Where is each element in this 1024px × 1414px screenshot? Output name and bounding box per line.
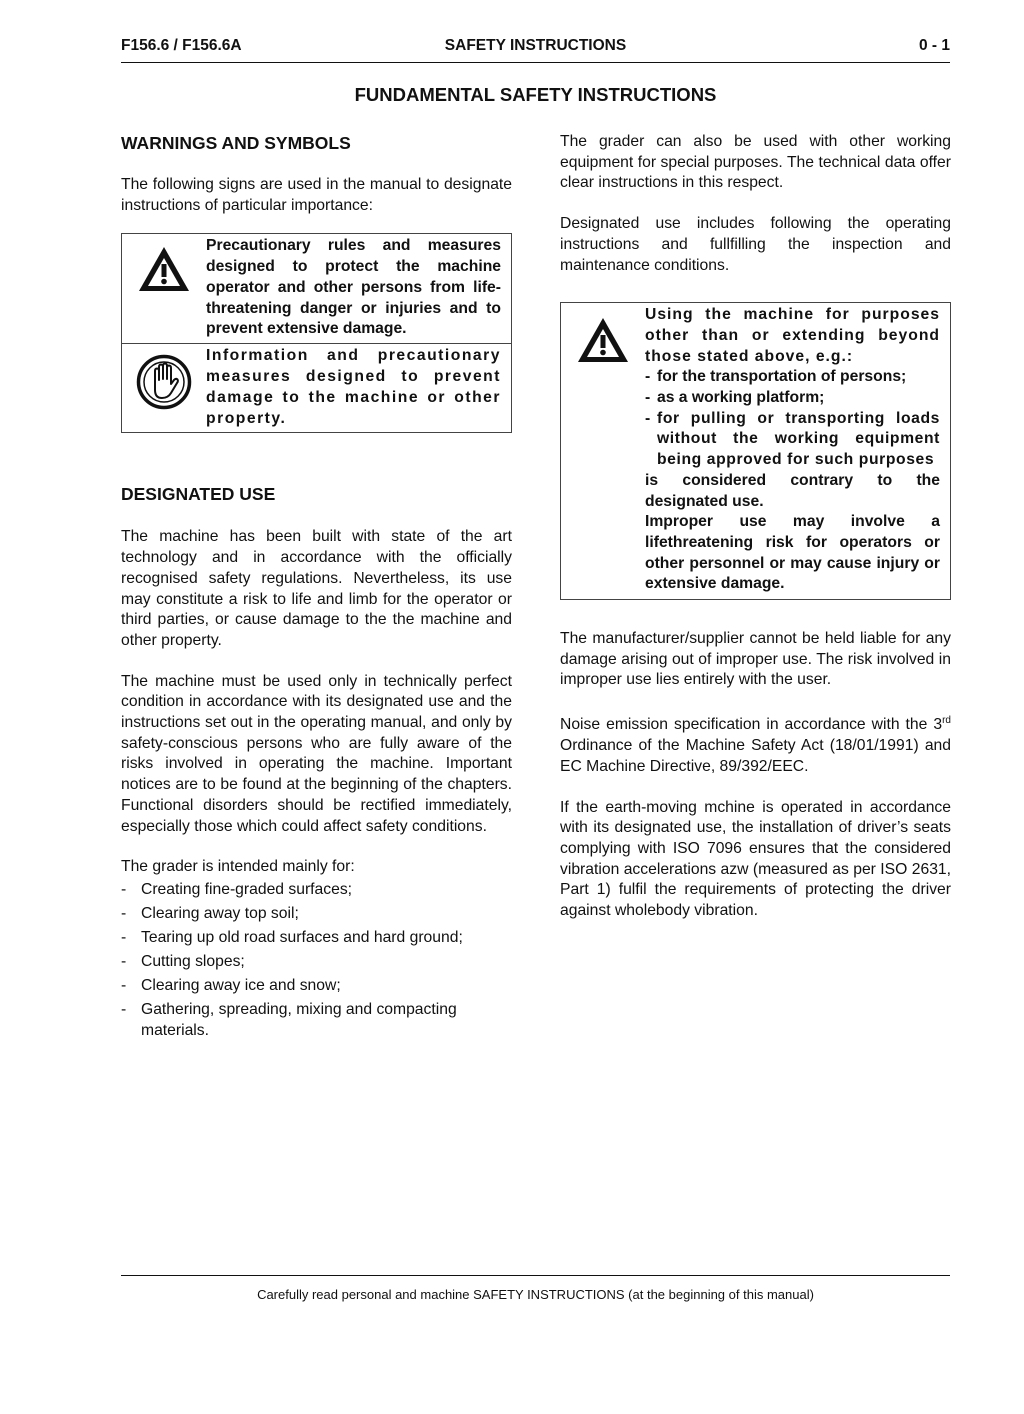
designated-use-heading: DESIGNATED USE bbox=[121, 484, 276, 505]
page-title: FUNDAMENTAL SAFETY INSTRUCTIONS bbox=[354, 84, 717, 105]
list-item: - as a working platform; bbox=[645, 388, 940, 409]
list-item: - Cutting slopes; bbox=[121, 950, 512, 974]
section-title: SAFETY INSTRUCTIONS bbox=[444, 37, 627, 54]
page-footer: Carefully read personal and machine SAFETY INSTRUCTIONS (at the beginning of this manual) bbox=[257, 1287, 814, 1302]
list-item: - for pulling or transporting loads without the working equipment being approved for such purposes bbox=[645, 409, 940, 471]
list-item: - Gathering, spreading, mixing and compacting materials. bbox=[121, 998, 512, 1041]
footer-rule bbox=[121, 1275, 950, 1276]
list-item: - Clearing away ice and snow; bbox=[121, 974, 512, 998]
header-rule bbox=[121, 62, 950, 63]
intended-use-list bbox=[121, 878, 512, 1041]
improper-use-intro: Using the machine for purposes other than or extending beyond those stated above, e.g.: bbox=[645, 306, 940, 365]
list-item: - Clearing away top soil; bbox=[121, 902, 512, 926]
designated-use-paragraph-1: The machine has been built with state of the art technology and in accordance with the officially recognised safety regulations. Nevertheless, its use may constitute a risk to life and limb for the operator or third parties, or cause damage to the the machine and other property. bbox=[121, 528, 512, 649]
vibration-paragraph: If the earth-moving mchine is operated in accordance with its designated use, the installation of driver’s seats complying with ISO 7096 ensures that the considered vibration accelerations azw (measured as per ISO 2631, Part 1) fulfil the requirements of protecting the driver against wholebody vibration. bbox=[560, 798, 951, 920]
list-item: - for the transportation of persons; bbox=[645, 367, 940, 388]
stop-hand-icon bbox=[122, 344, 206, 432]
warnings-intro: The following signs are used in the manual to designate instructions of particular importance: bbox=[121, 176, 512, 214]
improper-use-text bbox=[645, 303, 950, 599]
liability-paragraph: The manufacturer/supplier cannot be held liable for any damage arising out of improper use. The risk involved in improper use lies entirely with the user. bbox=[560, 630, 951, 689]
page-number: 0 - 1 bbox=[918, 37, 950, 54]
noise-emission-paragraph: Noise emission specification in accordance with the 3rd Ordinance of the Machine Safety Act (18/01/1991) and EC Machine Directive, 89/392/EEC. bbox=[560, 715, 951, 775]
right-column bbox=[560, 132, 951, 922]
improper-use-list bbox=[645, 367, 940, 471]
caution-description: Information and precautionary measures designed to prevent damage to the machine or other property. bbox=[206, 347, 501, 427]
list-item: - Creating fine-graded surfaces; bbox=[121, 878, 512, 902]
warning-triangle-icon bbox=[122, 234, 206, 343]
intended-use-intro: The grader is intended mainly for: bbox=[121, 858, 355, 876]
improper-use-conclusion: is considered contrary to the designated use. bbox=[645, 471, 940, 510]
symbols-table bbox=[121, 233, 512, 433]
model-number: F156.6 / F156.6A bbox=[121, 37, 242, 54]
left-column bbox=[121, 132, 512, 1041]
improper-use-warning bbox=[560, 302, 951, 600]
symbol-row-danger bbox=[122, 234, 511, 343]
improper-use-risk: Improper use may involve a lifethreatening risk for operators or other personnel or may cause injury or extensive damage. bbox=[645, 513, 940, 593]
warning-triangle-icon bbox=[561, 303, 645, 599]
danger-description: Precautionary rules and measures designed to protect the machine operator and other persons from life-threatening danger or injuries and to prevent extensive damage. bbox=[206, 237, 501, 338]
designated-use-paragraph-2: The machine must be used only in technically perfect condition in accordance with its designated use and the instructions set out in the operating manual, and only by safety-conscious persons who are fully aware of the risks involved in operating the machine. Important notices are to be found at the beginning of the chapters. Functional disorders should be rectified immediately, especially those which could affect safety conditions. bbox=[121, 672, 512, 835]
symbol-row-caution bbox=[122, 343, 511, 432]
operating-conditions-paragraph: Designated use includes following the operating instructions and fullfilling the inspection and maintenance conditions. bbox=[560, 215, 951, 274]
other-equipment-paragraph: The grader can also be used with other working equipment for special purposes. The technical data offer clear instructions in this respect. bbox=[560, 133, 951, 192]
list-item: - Tearing up old road surfaces and hard ground; bbox=[121, 926, 512, 950]
warnings-heading: WARNINGS AND SYMBOLS bbox=[121, 133, 351, 153]
page-header bbox=[121, 37, 950, 59]
